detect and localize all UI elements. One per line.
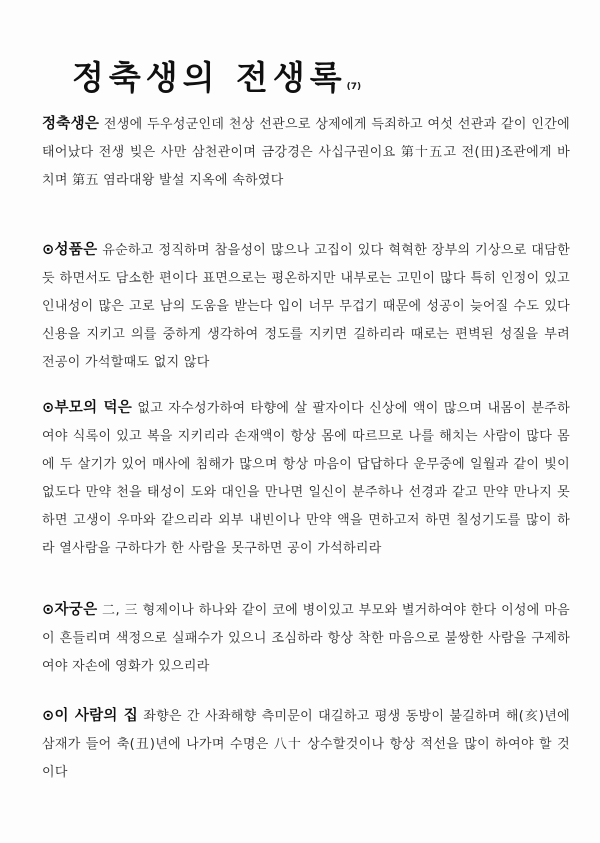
section-lead: ⊙자궁은 xyxy=(42,602,98,618)
section-personality xyxy=(42,236,570,377)
section-body: 좌향은 간 사좌해향 측미문이 대길하고 평생 동방이 불길하며 해(亥)년에 삼재가 들어 축(丑)년에 나가며 수명은 八十 상수할것이나 항상 적선을 많이 하여야 할 것이다 xyxy=(42,709,570,780)
page-title xyxy=(72,52,361,99)
section-children xyxy=(42,596,570,681)
section-birth-year xyxy=(42,110,570,195)
section-body: 없고 자수성가하여 타향에 살 팔자이다 신상에 액이 많으며 내몸이 분주하여야 식록이 있고 복을 지키리라 손재액이 항상 몸에 따르므로 나를 해치는 사람이 많다 몸에 두 살기가 있어 매사에 침해가 많으며 항상 마음이 답답하다 운무중에 일월과 같이 빛이 없도다 만약 천을 태성이 도와 대인을 만나면 일신이 분주하나 선경과 같고 만약 만나지 못하면 고생이 우마와 같으리라 외부 내빈이나 만약 액을 면하고저 하면 칠성기도를 많이 하라 열사람을 구하다가 한 사람을 못구하면 공이 가석하리라 xyxy=(42,401,570,556)
section-house xyxy=(42,702,570,787)
section-parents xyxy=(42,394,570,563)
section-lead: ⊙성품은 xyxy=(42,242,98,258)
section-lead: 정축생은 xyxy=(42,116,100,132)
section-body: 전생에 두우성군인데 천상 선관으로 상제에게 득죄하고 여섯 선관과 같이 인간에 태어났다 전생 빚은 사만 삼천관이며 금강경은 사십구권이요 第十五고 전(田)조관에게 바치며 第五 염라대왕 발설 지옥에 속하였다 xyxy=(42,117,570,188)
section-body: 二, 三 형제이나 하나와 같이 코에 병이있고 부모와 별거하여야 한다 이성에 마음이 흔들리며 색정으로 실패수가 있으니 조심하라 항상 착한 마음으로 불쌍한 사람을 구제하여야 자손에 영화가 있으리라 xyxy=(42,603,570,674)
section-lead: ⊙부모의 덕은 xyxy=(42,400,133,416)
section-lead: ⊙이 사람의 집 xyxy=(42,708,139,724)
title-text: 정축생의 전생록 xyxy=(72,58,347,97)
title-number: (7) xyxy=(346,82,362,92)
section-body: 유순하고 정직하며 참을성이 많으나 고집이 있다 혁혁한 장부의 기상으로 대담한 듯 하면서도 담소한 편이다 표면으로는 평온하지만 내부로는 고민이 많다 특히 인정이 있고 인내성이 많은 고로 남의 도움을 받는다 입이 너무 무겁기 때문에 성공이 늦어질 수도 있다 신용을 지키고 의를 중하게 생각하여 정도를 지키면 길하리라 때로는 편벽된 성질을 부려 전공이 가석할때도 없지 않다 xyxy=(42,243,570,370)
